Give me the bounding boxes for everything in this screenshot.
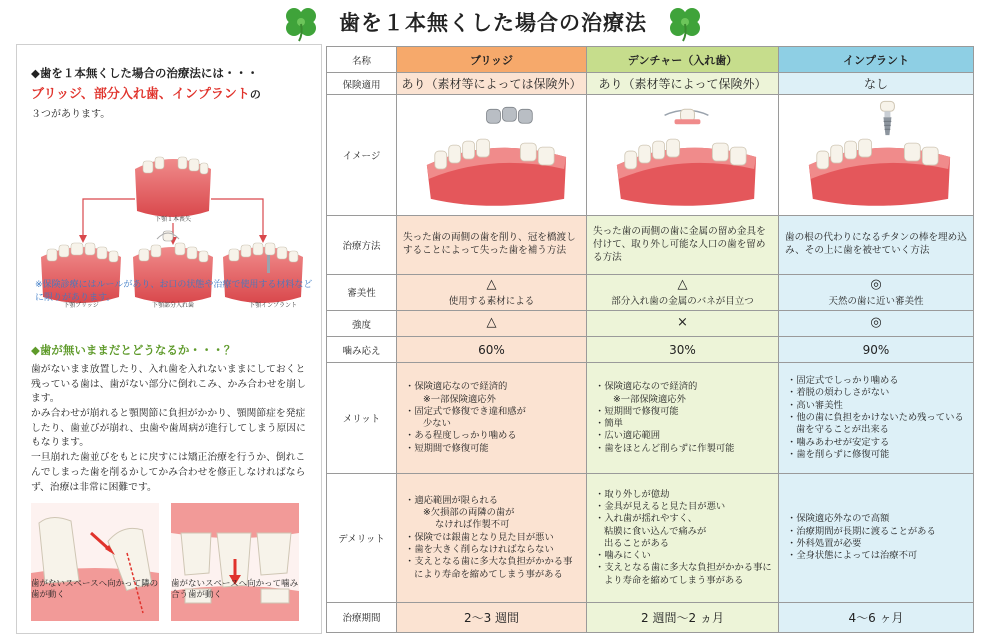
- caption-extrusion: 歯がないスペースへ向かって噛み合う歯が動く: [171, 579, 299, 601]
- rating-symbol: △: [486, 277, 497, 293]
- list-item: ・ 広い適応範囲: [595, 430, 772, 442]
- list-item: 粘膜に食い込んで痛みが: [604, 525, 707, 537]
- cell-insurance-bridge: あり（素材等によっては保険外）: [397, 73, 587, 95]
- cell-aesthetics-implant: [779, 274, 974, 310]
- insurance-note: ※保険診療にはルールがあり、お口の状態や治療で使用する材料などに限りがあります。: [35, 280, 313, 304]
- table-row: [327, 310, 974, 336]
- list-item: ・ 支えとなる歯に多大な負担がかかる事により寿命を縮めてしまう事がある: [595, 562, 772, 587]
- list-item: ・ 噛みにくい: [595, 550, 772, 562]
- image-implant: [779, 95, 974, 216]
- list-item: 少ない: [423, 418, 451, 430]
- list-item: ・ 支えとなる歯に多大な負担がかかる事により寿命を縮めてしまう事がある: [405, 556, 580, 581]
- cell-method-denture: 失った歯の両側の歯に金属の留め金具を付けて、取り外し可能な人口の歯を留める方法: [587, 216, 779, 274]
- image-denture: [587, 95, 779, 216]
- consequence-paragraph: 歯がないまま放置したり、入れ歯を入れないままにしておくと残っている歯は、歯がない部分に倒れこみ、かみ合わせを崩します。: [31, 364, 306, 405]
- list-item: ・ 固定式で修復でき違和感が: [405, 406, 580, 418]
- list-item: なければ作製不可: [435, 519, 510, 531]
- list-item: ・ 金具が見えると見た目が悪い: [595, 501, 772, 513]
- list-item: ・ 着脱の煩わしさがない: [787, 387, 967, 399]
- diagram-label-middle: 下顎部分入れ歯: [151, 302, 195, 309]
- rating-note: 天然の歯に近い審美性: [828, 295, 924, 307]
- consequence-paragraph: かみ合わせが崩れると顎関節に負担がかかり、顎関節症を発症したり、歯並びが崩れ、虫歯や歯周病が進行してしまう原因にもなります。: [31, 408, 306, 449]
- cell-strength-bridge: △: [397, 310, 587, 336]
- diagram-label-right: 下顎インプラント: [248, 302, 298, 309]
- cell-aesthetics-denture: [587, 274, 779, 310]
- cell-bite-implant: 90%: [779, 337, 974, 363]
- cell-bite-denture: 30%: [587, 337, 779, 363]
- rating-symbol: △: [677, 277, 688, 293]
- row-label-aesthetics: 審美性: [327, 274, 397, 310]
- cell-bite-bridge: 60%: [397, 337, 587, 363]
- list-item: ・ 噛みあわせが安定する: [787, 437, 967, 449]
- header-denture: デンチャー（入れ歯）: [587, 47, 779, 73]
- cell-period-bridge: 2～3 週間: [397, 602, 587, 632]
- row-label-bite: 噛み応え: [327, 337, 397, 363]
- caption-drift: 歯がないスペースへ向かって隣の歯が動く: [31, 579, 159, 601]
- cell-period-implant: 4～6 ヶ月: [779, 602, 974, 632]
- list-item: ・ 全身状態によっては治療不可: [787, 550, 967, 562]
- jaw-illustration-center: [135, 157, 211, 217]
- list-item: ・ 取り外しが億劫: [595, 489, 772, 501]
- cell-demerit-implant: [779, 473, 974, 602]
- cell-strength-denture: ×: [587, 310, 779, 336]
- treatment-options-sub: ３つがあります。: [31, 109, 111, 120]
- list-item: ・ 保険適応外なので高額: [787, 513, 967, 525]
- list-item: ・ 歯を削らずに修復可能: [787, 449, 967, 461]
- row-label-image: イメージ: [327, 95, 397, 216]
- cell-method-implant: 歯の根の代わりになるチタンの棒を埋め込み、その上に歯を被せていく方法: [779, 216, 974, 274]
- jaw-illustration-denture: [587, 95, 778, 215]
- row-label-insurance: 保険適用: [327, 73, 397, 95]
- list-item: ・ 保険では銀歯となり見た目が悪い: [405, 532, 580, 544]
- list-item: ・ 保険適応なので経済的: [405, 381, 580, 393]
- row-label-merit: メリット: [327, 363, 397, 474]
- rating-note: 部分入れ歯の金属のバネが目立つ: [611, 295, 754, 307]
- list-item: ・ 短期間で修復可能: [405, 443, 580, 455]
- header-label: 名称: [327, 47, 397, 73]
- title-bar: [0, 0, 986, 44]
- jaw-illustration-bridge: [397, 95, 586, 215]
- consequence-heading: ◆歯が無いままだとどうなるか・・・？: [31, 343, 236, 357]
- table-row: [327, 95, 974, 216]
- list-item: ・ 適応範囲が限られる: [405, 495, 580, 507]
- rating-symbol: ◎: [870, 277, 882, 293]
- table-row: [327, 274, 974, 310]
- page-title: 歯を１本無くした場合の治療法: [339, 11, 647, 35]
- list-item: ・ 歯を大きく削らなければならない: [405, 544, 580, 556]
- comparison-table: [326, 46, 974, 633]
- cell-demerit-bridge: [397, 473, 587, 602]
- list-item: ・ 高い審美性: [787, 400, 967, 412]
- list-item: ・ 歯をほとんど削らずに作製可能: [595, 443, 772, 455]
- cell-method-bridge: 失った歯の両側の歯を削り、冠を橋渡しすることによって失った歯を補う方法: [397, 216, 587, 274]
- diagram-label-center: 下顎１本喪失: [154, 216, 192, 223]
- cell-insurance-implant: なし: [779, 73, 974, 95]
- list-item: ・ 固定式でしっかり噛める: [787, 375, 967, 387]
- list-item: ・ 簡単: [595, 418, 772, 430]
- table-row: [327, 602, 974, 632]
- header-implant: インプラント: [779, 47, 974, 73]
- row-label-period: 治療期間: [327, 602, 397, 632]
- cell-strength-implant: ◎: [779, 310, 974, 336]
- header-bridge: ブリッジ: [397, 47, 587, 73]
- cell-merit-implant: [779, 363, 974, 474]
- cell-merit-bridge: [397, 363, 587, 474]
- list-item: ・ 入れ歯が揺れやすく、: [595, 513, 772, 525]
- jaw-illustration-implant: [779, 95, 973, 215]
- treatment-options-text: ブリッジ、部分入れ歯、インプラント: [31, 87, 250, 102]
- left-panel: [16, 44, 322, 634]
- cell-demerit-denture: [587, 473, 779, 602]
- table-row: [327, 216, 974, 274]
- row-label-method: 治療方法: [327, 216, 397, 274]
- list-item: 出ることがある: [604, 537, 670, 549]
- cell-aesthetics-bridge: [397, 274, 587, 310]
- table-row: [327, 73, 974, 95]
- list-item: ・ 治療期間が長期に渡ることがある: [787, 526, 967, 538]
- list-item: ※一部保険適応外: [423, 393, 496, 405]
- table-row: [327, 47, 974, 73]
- list-item: ・ 他の歯に負担をかけないため残っている歯を守ることが出来る: [787, 412, 967, 437]
- consequence-paragraph: 一旦崩れた歯並びをもとに戻すには矯正治療を行うか、倒れこんでしまった歯を削るかしてかみ合わせを修正しなければならず、治療は非常に困難です。: [31, 452, 306, 493]
- treatment-options-suffix: の: [249, 88, 261, 101]
- tooth-drift-illustration: [31, 503, 159, 621]
- row-label-strength: 強度: [327, 310, 397, 336]
- image-bridge: [397, 95, 587, 216]
- clover-icon: [281, 2, 321, 42]
- tooth-extrusion-illustration: [171, 503, 299, 621]
- row-label-demerit: デメリット: [327, 473, 397, 602]
- cell-period-denture: 2 週間～2 ヵ月: [587, 602, 779, 632]
- list-item: ※欠損部の両隣の歯が: [423, 507, 515, 519]
- rating-note: 使用する素材による: [448, 295, 535, 307]
- cell-insurance-denture: あり（素材等によって保険外）: [587, 73, 779, 95]
- list-item: ・ 保険適応なので経済的: [595, 381, 772, 393]
- clover-icon: [665, 2, 705, 42]
- table-row: [327, 363, 974, 474]
- cell-merit-denture: [587, 363, 779, 474]
- list-item: ※一部保険適応外: [613, 393, 686, 405]
- table-row: [327, 473, 974, 602]
- treatment-options: [31, 83, 261, 102]
- list-item: ・ 外科処置が必要: [787, 538, 967, 550]
- list-item: ・ 短期間で修復可能: [595, 406, 772, 418]
- list-item: ・ ある程度しっかり噛める: [405, 430, 580, 442]
- consequence-body: [31, 363, 313, 495]
- intro-heading: ◆歯を１本無くした場合の治療法には・・・: [31, 66, 259, 80]
- diagram-label-left: 下顎ブリッジ: [63, 302, 99, 309]
- table-row: [327, 337, 974, 363]
